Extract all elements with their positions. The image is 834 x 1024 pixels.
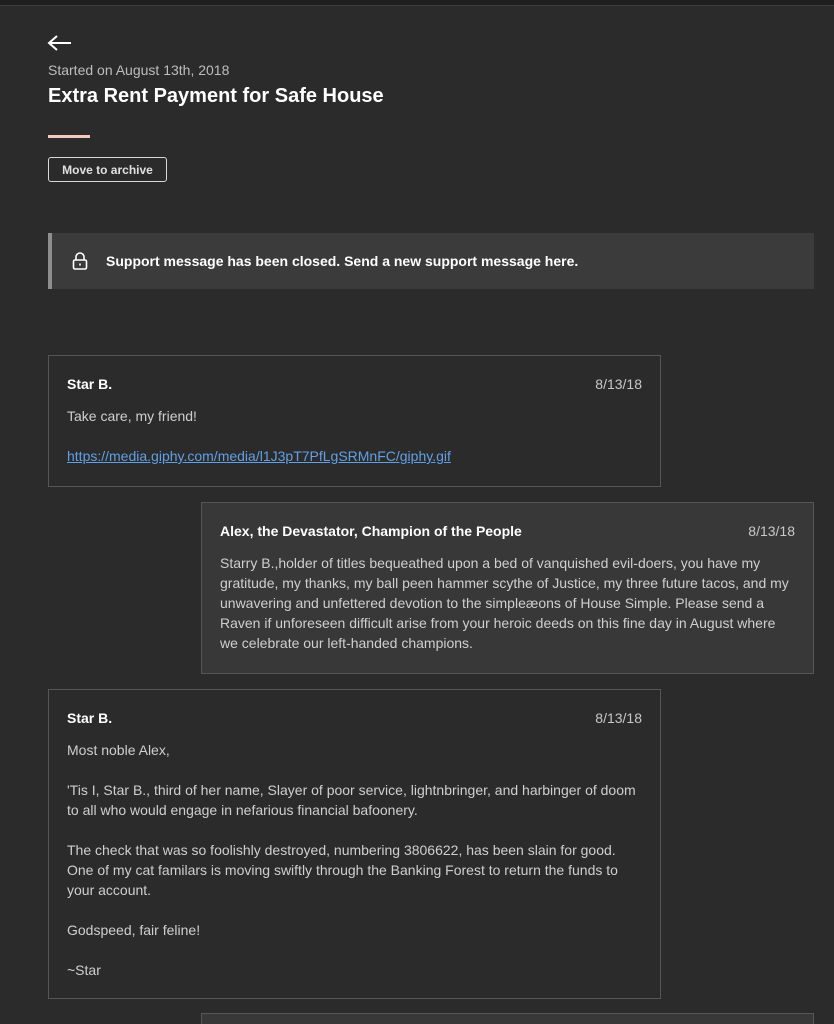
closed-notice-text: Support message has been closed. Send a new support message here. (106, 253, 579, 269)
started-date: Started on August 13th, 2018 (48, 62, 230, 78)
top-rule (0, 0, 834, 6)
message-date: 8/13/18 (748, 523, 795, 539)
message-card (48, 689, 661, 999)
message-author: Star B. (67, 710, 113, 726)
message-card (201, 502, 814, 674)
move-to-archive-button[interactable]: Move to archive (48, 157, 167, 182)
message-card (201, 1013, 814, 1024)
closed-notice[interactable] (48, 233, 814, 289)
message-paragraph: Godspeed, fair feline! (67, 922, 201, 938)
message-paragraph: 'Tis I, Star B., third of her name, Slayer of poor service, lightnbringer, and harbinger of doom to all who would engage in nefarious financial bafoonery. (67, 782, 636, 818)
lock-icon (72, 252, 88, 270)
message-paragraph: Take care, my friend! (67, 408, 197, 424)
message-date: 8/13/18 (595, 710, 642, 726)
title-accent-bar (48, 135, 90, 138)
message-date: 8/13/18 (595, 376, 642, 392)
message-paragraph: The check that was so foolishly destroyed, numbering 3806622, has been slain for good. One of my cat familars is moving swiftly through the Banking Forest to return the funds to your account. (67, 842, 618, 898)
arrow-left-icon[interactable] (47, 34, 73, 52)
message-body (67, 406, 642, 466)
message-paragraph: ~Star (67, 962, 101, 978)
message-card (48, 355, 661, 487)
message-link[interactable]: https://media.giphy.com/media/l1J3pT7PfLgSRMnFC/giphy.gif (67, 448, 451, 464)
page-title: Extra Rent Payment for Safe House (48, 85, 384, 107)
message-body (220, 553, 795, 653)
message-author: Alex, the Devastator, Champion of the People (220, 523, 522, 539)
message-author: Star B. (67, 376, 113, 392)
message-body (67, 740, 642, 980)
message-paragraph: Starry B.,holder of titles bequeathed upon a bed of vanquished evil-doers, you have my gratitude, my thanks, my ball peen hammer scythe of Justice, my three future tacos, and my unwavering and unfettered devotion to the simpleæons of House Simple. Please send a Raven if unforeseen difficult arise from your heroic deeds on this fine day in August where we celebrate our left-handed champions. (220, 555, 789, 651)
message-paragraph: Most noble Alex, (67, 742, 170, 758)
